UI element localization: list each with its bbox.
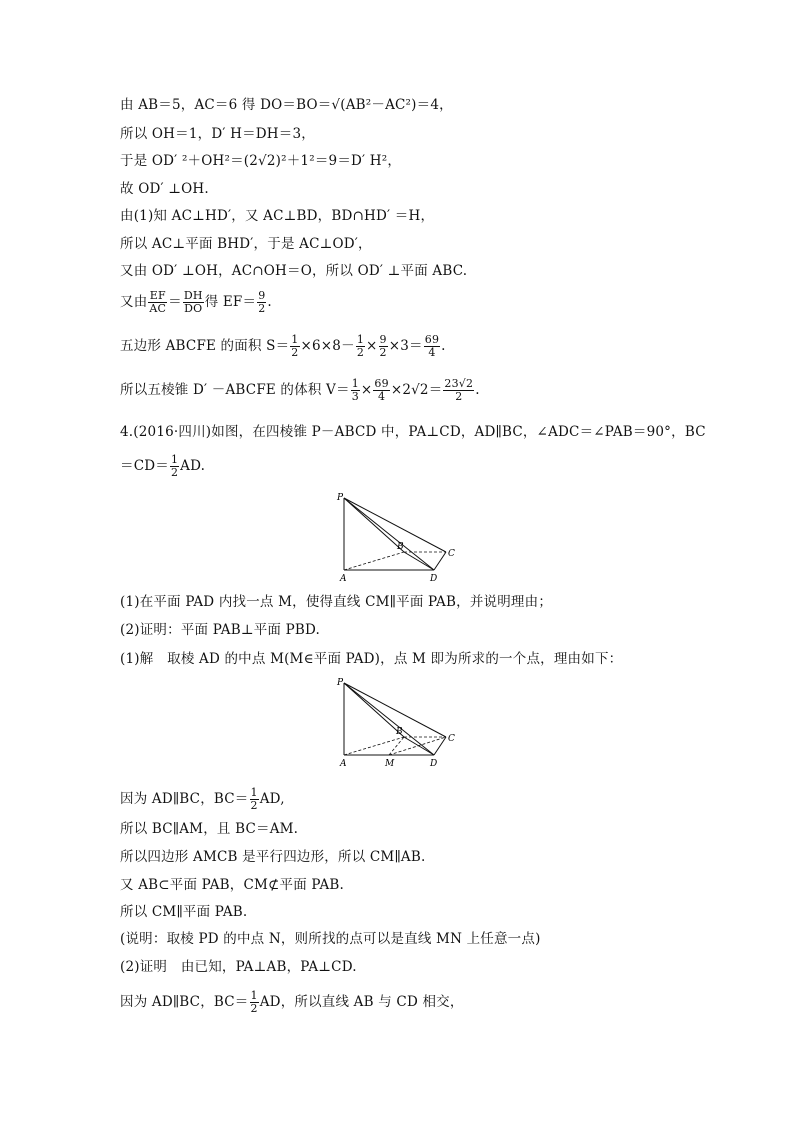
denominator: 2	[291, 346, 299, 359]
text-line: 又由 OD′ ⊥OH，AC∩OH＝O，所以 OD′ ⊥平面 ABC.	[120, 263, 468, 279]
text-span: AD,	[259, 791, 285, 807]
fraction	[424, 334, 440, 359]
text-line: (说明：取棱 PD 的中点 N，则所找的点可以是直线 MN 上任意一点)	[120, 931, 541, 947]
numerator: 1	[351, 377, 359, 390]
numerator: 9	[258, 289, 266, 302]
denominator: 2	[250, 799, 258, 812]
numerator: 9	[379, 333, 387, 346]
denominator: 2	[455, 390, 463, 403]
label-d: D	[430, 759, 438, 769]
pyramid-figure-1	[330, 488, 465, 584]
text-span: ×	[366, 338, 378, 354]
denominator: 2	[379, 346, 387, 359]
text-line: 所以 BC∥AM，且 BC＝AM.	[120, 821, 299, 837]
text-span: ×3＝	[388, 338, 423, 354]
text-line-fraction	[120, 787, 285, 812]
text-line: 所以 AC⊥平面 BHD′，于是 AC⊥OD′，	[120, 236, 372, 252]
text-line: (2)证明 由已知，PA⊥AB，PA⊥CD.	[120, 959, 357, 975]
numerator: EF	[149, 289, 166, 302]
text-span: 得 EF＝	[204, 294, 257, 310]
text-line: (2)证明：平面 PAB⊥平面 PBD.	[120, 622, 321, 638]
numerator: 69	[424, 333, 440, 346]
fraction	[373, 378, 389, 403]
text-span: ×2√2＝	[390, 382, 443, 398]
denominator: 4	[378, 390, 386, 403]
label-p: P	[337, 678, 344, 688]
text-span: .	[441, 338, 446, 354]
label-b: B	[397, 542, 404, 552]
label-a: A	[340, 574, 347, 584]
text-line-fraction	[120, 334, 446, 359]
text-line: 又 AB⊂平面 PAB，CM⊄平面 PAB.	[120, 877, 345, 893]
denominator: DO	[184, 302, 203, 315]
text-span: 因为 AD∥BC，BC＝	[120, 994, 249, 1010]
fraction	[183, 290, 204, 315]
fraction	[351, 378, 360, 403]
text-span: 因为 AD∥BC，BC＝	[120, 791, 249, 807]
text-span: 又由	[120, 294, 148, 310]
denominator: 2	[356, 346, 365, 359]
text-line-fraction	[120, 290, 272, 315]
numerator: 69	[374, 377, 389, 390]
denominator: 3	[351, 390, 359, 403]
text-span: AD，所以直线 AB 与 CD 相交，	[259, 994, 464, 1010]
text-line-fraction	[120, 378, 480, 403]
text-span: ＝CD＝	[120, 458, 169, 474]
label-c: C	[448, 549, 455, 559]
numerator: DH	[183, 289, 203, 302]
label-c: C	[448, 734, 455, 744]
fraction	[148, 290, 167, 315]
label-p: P	[337, 493, 344, 503]
text-line: 4.(2016·四川)如图，在四棱锥 P－ABCD 中，PA⊥CD，AD∥BC，∠ADC＝∠PAB＝90°，BC	[120, 424, 706, 440]
text-span: ×	[360, 382, 373, 398]
label-a: A	[340, 759, 347, 769]
label-m: M	[385, 759, 395, 769]
fraction	[257, 290, 266, 315]
text-span: .	[267, 294, 272, 310]
text-span: ×6×8－	[300, 338, 355, 354]
numerator: 1	[250, 786, 258, 799]
numerator: 23√2	[444, 377, 474, 390]
denominator: 2	[258, 302, 266, 315]
text-line-fraction	[120, 454, 205, 479]
numerator: 1	[356, 333, 365, 346]
text-span: .	[475, 382, 480, 398]
numerator: 1	[291, 333, 299, 346]
denominator: AC	[149, 302, 167, 315]
fraction	[250, 787, 259, 812]
denominator: 2	[250, 1002, 258, 1015]
numerator: 1	[250, 989, 258, 1002]
label-d: D	[430, 574, 438, 584]
text-line: 由 AB＝5，AC＝6 得 DO＝BO＝√(AB²－AC²)＝4，	[120, 97, 453, 113]
text-span: ＝	[168, 294, 182, 310]
fraction	[356, 334, 365, 359]
text-line: 所以 CM∥平面 PAB.	[120, 904, 248, 920]
denominator: 2	[170, 466, 179, 479]
denominator: 4	[428, 346, 436, 359]
fraction	[250, 990, 259, 1015]
text-line: (1)解 取棱 AD 的中点 M(M∈平面 PAD)，点 M 即为所求的一个点，理由如下：	[120, 651, 623, 667]
text-line: 于是 OD′ ²＋OH²＝(2√2)²＋1²＝9＝D′ H²，	[120, 153, 402, 169]
text-line-fraction	[120, 990, 464, 1015]
text-span: AD.	[180, 458, 206, 474]
numerator: 1	[170, 453, 179, 466]
fraction	[170, 454, 179, 479]
text-span: 所以五棱锥 D′ －ABCFE 的体积 V＝	[120, 382, 350, 398]
label-b: B	[396, 727, 403, 737]
pyramid-figure-2	[330, 673, 465, 769]
fraction	[379, 334, 388, 359]
fraction	[290, 334, 299, 359]
text-line: 所以 OH＝1，D′ H＝DH＝3，	[120, 126, 315, 142]
text-line: 所以四边形 AMCB 是平行四边形，所以 CM∥AB.	[120, 849, 426, 865]
text-line: 由(1)知 AC⊥HD′，又 AC⊥BD，BD∩HD′ ＝H，	[120, 208, 435, 224]
text-line: (1)在平面 PAD 内找一点 M，使得直线 CM∥平面 PAB，并说明理由；	[120, 594, 553, 610]
text-line: 故 OD′ ⊥OH.	[120, 181, 209, 197]
text-span: 五边形 ABCFE 的面积 S＝	[120, 338, 290, 354]
fraction	[443, 378, 474, 403]
